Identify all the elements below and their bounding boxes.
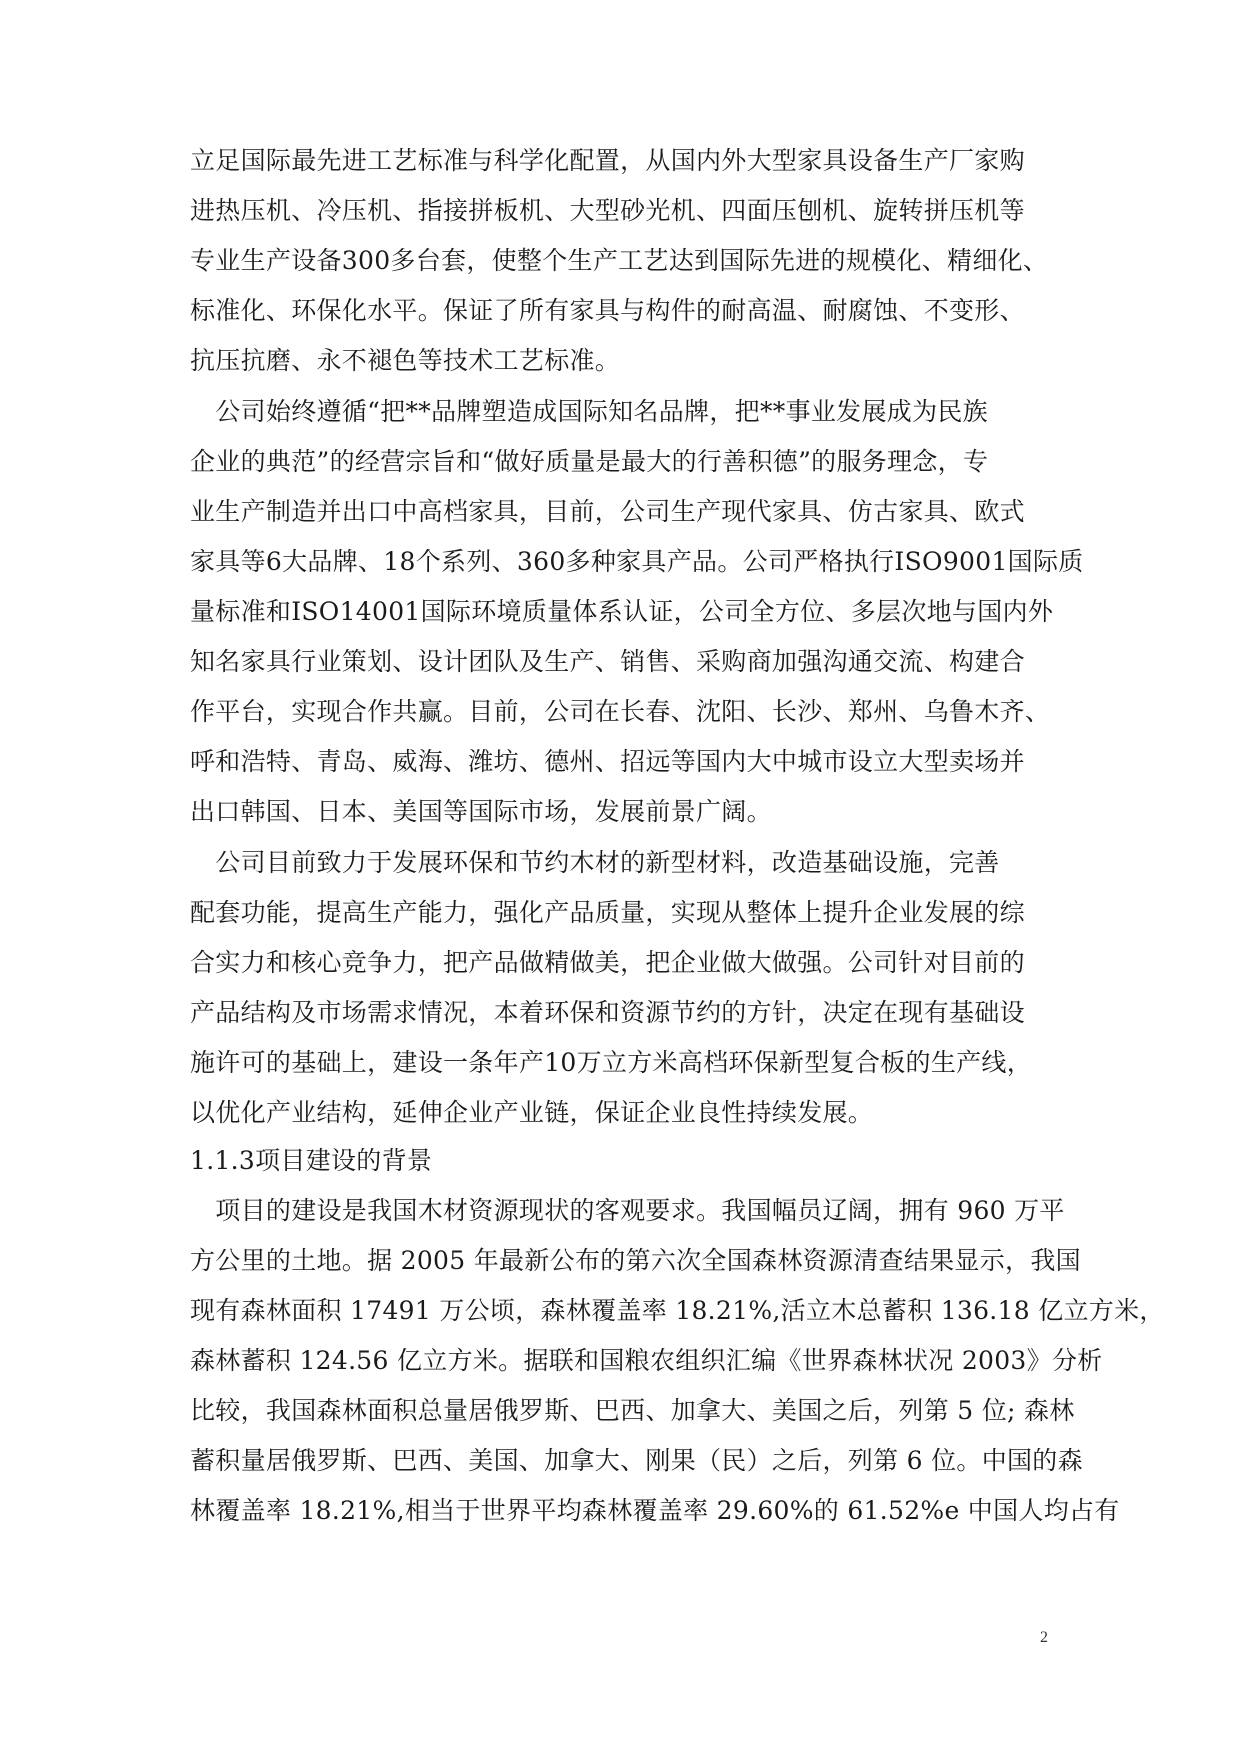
text-line: 出口韩国、日本、美国等国际市场，发展前景广阔。 [190, 797, 772, 826]
text-line: 专业生产设备300多台套，使整个生产工艺达到国际先进的规模化、精细化、 [190, 246, 1049, 275]
page-number: 2 [1040, 1629, 1048, 1646]
text-line: 抗压抗磨、永不褪色等技术工艺标准。 [190, 346, 621, 375]
text-line: 方公里的土地。据 2005 年最新公布的第六次全国森林资源清查结果显示，我国 [190, 1246, 1081, 1275]
section-heading: 1.1.3项目建设的背景 [190, 1146, 433, 1175]
text-line: 企业的典范”的经营宗旨和“做好质量是最大的行善积德”的服务理念，专 [190, 447, 989, 476]
text-line: 量标准和ISO14001国际环境质量体系认证，公司全方位、多层次地与国内外 [190, 597, 1054, 626]
text-line: 知名家具行业策划、设计团队及生产、销售、采购商加强沟通交流、构建合 [190, 647, 1025, 676]
text-line: 立足国际最先进工艺标准与科学化配置，从国内外大型家具设备生产厂家购 [190, 146, 1025, 175]
text-line: 家具等6大品牌、18个系列、360多种家具产品。公司严格执行ISO9001国际质 [190, 547, 1084, 576]
text-line: 蓄积量居俄罗斯、巴西、美国、加拿大、刚果（民）之后，列第 6 位。中国的森 [190, 1446, 1083, 1475]
text-line: 呼和浩特、青岛、威海、潍坊、德州、招远等国内大中城市设立大型卖场并 [190, 747, 1025, 776]
text-line: 林覆盖率 18.21%,相当于世界平均森林覆盖率 29.60%的 61.52%e 中国人均占有 [190, 1496, 1120, 1525]
text-line: 标准化、环保化水平。保证了所有家具与构件的耐高温、耐腐蚀、不变形、 [190, 296, 1025, 325]
text-line: 森林蓄积 124.56 亿立方米。据联和国粮农组织汇编《世界森林状况 2003》分析 [190, 1346, 1103, 1375]
text-line: 业生产制造并出口中高档家具，目前，公司生产现代家具、仿古家具、欧式 [190, 497, 1025, 526]
text-line: 以优化产业结构，延伸企业产业链，保证企业良性持续发展。 [190, 1098, 874, 1127]
text-line: 产品结构及市场需求情况，本着环保和资源节约的方针，决定在现有基础设 [190, 998, 1025, 1027]
text-line: 项目的建设是我国木材资源现状的客观要求。我国幅员辽阔，拥有 960 万平 [190, 1196, 1065, 1225]
text-line: 合实力和核心竞争力，把产品做精做美，把企业做大做强。公司针对目前的 [190, 948, 1025, 977]
text-line: 施许可的基础上，建设一条年产10万立方米高档环保新型复合板的生产线， [190, 1048, 1033, 1077]
text-line: 比较，我国森林面积总量居俄罗斯、巴西、加拿大、美国之后，列第 5 位; 森林 [190, 1396, 1075, 1425]
text-line: 公司目前致力于发展环保和节约木材的新型材料，改造基础设施，完善 [190, 848, 1000, 877]
text-line: 配套功能，提高生产能力，强化产品质量，实现从整体上提升企业发展的综 [190, 898, 1025, 927]
text-line: 作平台，实现合作共赢。目前，公司在长春、沈阳、长沙、郑州、乌鲁木齐、 [190, 697, 1051, 726]
text-line: 公司始终遵循“把**品牌塑造成国际知名品牌，把**事业发展成为民族 [190, 397, 988, 426]
text-line: 进热压机、冷压机、指接拼板机、大型砂光机、四面压刨机、旋转拼压机等 [190, 196, 1025, 225]
text-line: 现有森林面积 17491 万公顷，森林覆盖率 18.21%,活立木总蓄积 136.18 亿立方米， [190, 1296, 1165, 1325]
